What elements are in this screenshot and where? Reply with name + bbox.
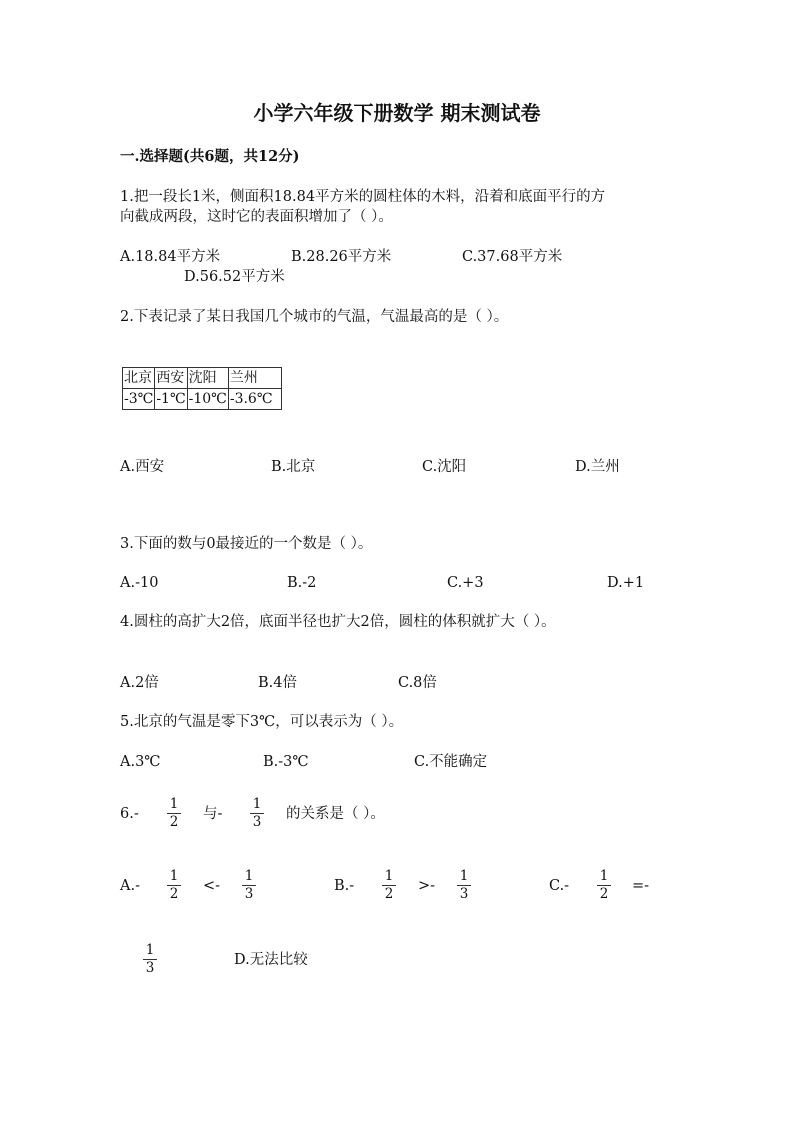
question-3-option-c: C.+3: [447, 575, 484, 591]
question-6-option-d: D.无法比较: [234, 952, 308, 968]
question-1-line-2: 向截成两段，这时它的表面积增加了（ ）。: [120, 209, 393, 225]
question-5-stem: 5.北京的气温是零下3℃，可以表示为（ ）。: [120, 714, 404, 730]
question-1-option-d: D.56.52平方米: [184, 269, 285, 285]
question-5-option-c: C.不能确定: [414, 754, 488, 770]
table-cell: -10℃: [187, 389, 228, 410]
question-2-option-a: A.西安: [120, 459, 165, 475]
fraction-numerator: 1: [599, 868, 609, 884]
fraction-numerator: 1: [145, 942, 155, 958]
question-6-option-a-prefix: A.-: [120, 878, 140, 894]
fraction-numerator: 1: [459, 868, 469, 884]
question-1-option-c: C.37.68平方米: [462, 249, 563, 265]
fraction-one-half: [166, 797, 182, 830]
question-6-mid: 与-: [203, 806, 223, 822]
fraction-denominator: 3: [244, 886, 254, 902]
fraction-one-third: [142, 943, 158, 976]
fraction-denominator: 3: [252, 814, 262, 830]
question-6-prefix: 6.-: [120, 806, 139, 822]
fraction-one-half: [166, 869, 182, 902]
question-3-option-a: A.-10: [120, 575, 159, 591]
question-2-option-b: B.北京: [271, 459, 316, 475]
table-cell: -1℃: [155, 389, 187, 410]
question-2-stem: 2.下表记录了某日我国几个城市的气温，气温最高的是（ ）。: [120, 309, 509, 325]
question-3-option-b: B.-2: [287, 575, 317, 591]
question-5-option-a: A.3℃: [120, 754, 161, 770]
question-4-stem: 4.圆柱的高扩大2倍，底面半径也扩大2倍，圆柱的体积就扩大（ ）。: [120, 614, 556, 630]
question-6-suffix: 的关系是（ ）。: [286, 806, 385, 822]
fraction-denominator: 2: [599, 886, 609, 902]
question-2-option-d: D.兰州: [575, 459, 620, 475]
fraction-denominator: 2: [169, 886, 179, 902]
question-6-option-c-relation: =-: [632, 878, 650, 894]
question-1-line-1: 1.把一段长1米，侧面积18.84平方米的圆柱体的木料，沿着和底面平行的方: [120, 189, 606, 205]
table-row-temps: [123, 389, 282, 410]
question-4-option-c: C.8倍: [398, 675, 437, 691]
question-5-option-b: B.-3℃: [263, 754, 309, 770]
section-header: 一.选择题(共6题，共12分): [120, 148, 300, 165]
question-6-option-a-relation: <-: [203, 878, 221, 894]
question-3-stem: 3.下面的数与0最接近的一个数是（ ）。: [120, 536, 373, 552]
table-cell: 兰州: [228, 368, 281, 389]
page-title: 小学六年级下册数学 期末测试卷: [253, 101, 541, 125]
table-cell: 西安: [155, 368, 187, 389]
fraction-numerator: 1: [169, 796, 179, 812]
question-4-option-b: B.4倍: [258, 675, 297, 691]
question-6-option-b-prefix: B.-: [334, 878, 355, 894]
question-2-option-c: C.沈阳: [422, 459, 467, 475]
question-1-option-a: A.18.84平方米: [120, 249, 221, 265]
fraction-numerator: 1: [244, 868, 254, 884]
table-cell: -3℃: [123, 389, 155, 410]
fraction-one-third: [241, 869, 257, 902]
fraction-denominator: 2: [169, 814, 179, 830]
fraction-one-third: [456, 869, 472, 902]
table-cell: 北京: [123, 368, 155, 389]
question-3-option-d: D.+1: [607, 575, 645, 591]
fraction-denominator: 3: [459, 886, 469, 902]
temperature-table: [122, 367, 282, 410]
fraction-denominator: 3: [145, 960, 155, 976]
table-row-cities: [123, 368, 282, 389]
question-6-option-c-prefix: C.-: [549, 878, 570, 894]
question-1-option-b: B.28.26平方米: [291, 249, 392, 265]
table-cell: -3.6℃: [228, 389, 281, 410]
fraction-one-third: [249, 797, 265, 830]
fraction-one-half: [381, 869, 397, 902]
fraction-one-half: [596, 869, 612, 902]
fraction-numerator: 1: [169, 868, 179, 884]
question-4-option-a: A.2倍: [120, 675, 159, 691]
fraction-denominator: 2: [384, 886, 394, 902]
fraction-numerator: 1: [252, 796, 262, 812]
table-cell: 沈阳: [187, 368, 228, 389]
question-6-option-b-relation: >-: [418, 878, 436, 894]
fraction-numerator: 1: [384, 868, 394, 884]
